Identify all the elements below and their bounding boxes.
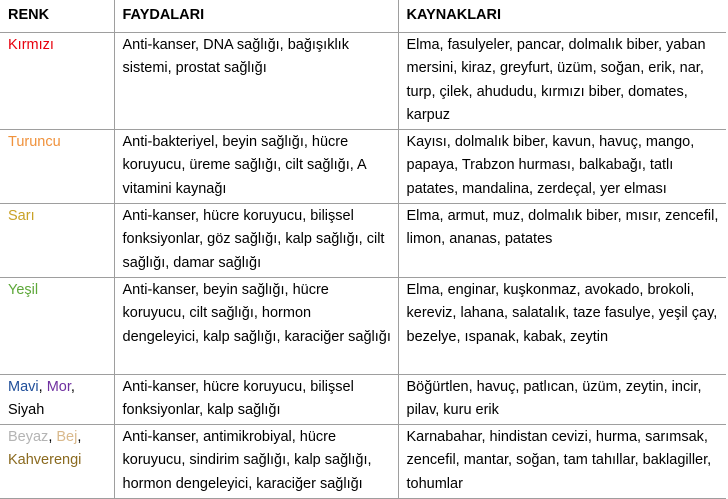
- color-separator: ,: [38, 378, 47, 395]
- table-row: [0, 203, 726, 277]
- benefits-cell: Anti-kanser, beyin sağlığı, hücre koruyucu, cilt sağlığı, hormon dengeleyici, kalp sağlığı, karaciğer sağlığı: [114, 277, 398, 374]
- benefits-cell: Anti-bakteriyel, beyin sağlığı, hücre koruyucu, üreme sağlığı, cilt sağlığı, A vitamini kaynağı: [114, 129, 398, 203]
- color-name: Siyah: [8, 402, 45, 418]
- color-separator: ,: [48, 428, 57, 445]
- sources-cell: Karnabahar, hindistan cevizi, hurma, sarımsak, zencefil, mantar, soğan, tam tahıllar, baklagiller, tohumlar: [398, 424, 726, 498]
- color-name: Turuncu: [8, 133, 61, 150]
- table-row: [0, 424, 726, 498]
- header-row: [0, 0, 726, 32]
- color-cell: [0, 203, 114, 277]
- sources-cell: Elma, fasulyeler, pancar, dolmalık biber, yaban mersini, kiraz, greyfurt, üzüm, soğan, erik, nar, turp, çilek, ahududu, kırmızı biber, domates, karpuz: [398, 32, 726, 129]
- color-cell: [0, 32, 114, 129]
- color-cell: [0, 374, 114, 424]
- header-benefits: FAYDALARI: [114, 0, 398, 32]
- sources-cell: Kayısı, dolmalık biber, kavun, havuç, mango, papaya, Trabzon hurması, balkabağı, tatlı patates, mandalina, zerdeçal, yer elması: [398, 129, 726, 203]
- sources-cell: Böğürtlen, havuç, patlıcan, üzüm, zeytin, incir, pilav, kuru erik: [398, 374, 726, 424]
- benefits-cell: Anti-kanser, DNA sağlığı, bağışıklık sistemi, prostat sağlığı: [114, 32, 398, 129]
- color-name: Yeşil: [8, 281, 39, 298]
- table-row: [0, 32, 726, 129]
- color-separator: ,: [77, 428, 82, 445]
- sources-cell: Elma, enginar, kuşkonmaz, avokado, brokoli, kereviz, lahana, salatalık, taze fasulye, yeşil çay, bezelye, ıspanak, kabak, zeytin: [398, 277, 726, 374]
- color-name: Mavi: [8, 378, 39, 395]
- color-cell: [0, 277, 114, 374]
- table-row: [0, 277, 726, 374]
- sources-cell: Elma, armut, muz, dolmalık biber, mısır, zencefil, limon, ananas, patates: [398, 203, 726, 277]
- header-sources: KAYNAKLARI: [398, 0, 726, 32]
- color-name: Sarı: [8, 207, 35, 224]
- color-name: Bej: [56, 428, 78, 445]
- color-name: Beyaz: [8, 428, 49, 445]
- color-name: Kahverengi: [8, 452, 82, 468]
- color-name: Mor: [46, 378, 71, 395]
- color-separator: ,: [70, 378, 75, 395]
- benefits-cell: Anti-kanser, antimikrobiyal, hücre koruyucu, sindirim sağlığı, kalp sağlığı, hormon dengeleyici, karaciğer sağlığı: [114, 424, 398, 498]
- table-row: [0, 129, 726, 203]
- benefits-cell: Anti-kanser, hücre koruyucu, bilişsel fonksiyonlar, göz sağlığı, kalp sağlığı, cilt sağlığı, damar sağlığı: [114, 203, 398, 277]
- benefits-cell: Anti-kanser, hücre koruyucu, bilişsel fonksiyonlar, kalp sağlığı: [114, 374, 398, 424]
- color-cell: [0, 129, 114, 203]
- color-cell: [0, 424, 114, 498]
- table-row: [0, 374, 726, 424]
- color-name: Kırmızı: [8, 36, 54, 53]
- header-color: RENK: [0, 0, 114, 32]
